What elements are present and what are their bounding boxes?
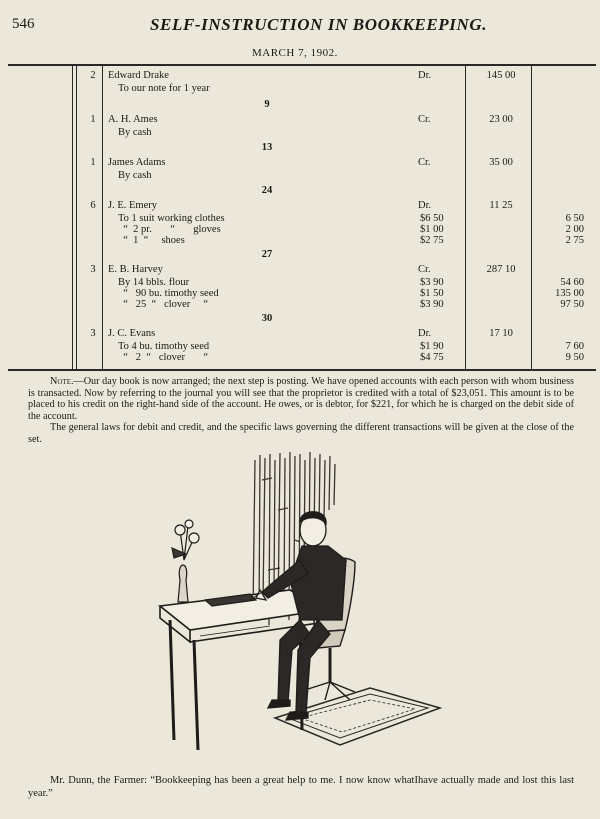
- entry-folio: 3: [90, 264, 96, 275]
- detail-subtotal: 2 75: [565, 235, 584, 246]
- detail-subtotal: 6 50: [565, 213, 584, 224]
- entry-folio: 2: [90, 70, 96, 81]
- journal-entry: [0, 200, 600, 254]
- detail-price: $4 75: [420, 352, 444, 363]
- running-head: SELF-INSTRUCTION IN BOOKKEEPING.: [150, 15, 488, 34]
- journal-date: MARCH 7, 1902.: [252, 47, 338, 59]
- detail-item: By cash: [118, 170, 152, 181]
- entry-amount: 35 00: [489, 157, 513, 168]
- entry-account: A. H. Ames: [108, 114, 158, 125]
- entry-amount: 17 10: [489, 328, 513, 339]
- detail-item: By cash: [118, 127, 152, 138]
- journal-top-rule: [8, 64, 596, 66]
- day-marker: 13: [261, 142, 273, 153]
- day-marker: 30: [261, 313, 273, 324]
- detail-price: $3 90: [420, 299, 444, 310]
- entry-folio: 3: [90, 328, 96, 339]
- entry-amount: 287 10: [486, 264, 516, 275]
- entry-account: E. B. Harvey: [108, 264, 163, 275]
- detail-item: “ 25 “ clover “: [118, 299, 209, 310]
- journal-entry: [0, 264, 600, 318]
- entry-amount: 23 00: [489, 114, 513, 125]
- detail-price: $2 75: [420, 235, 444, 246]
- entry-detail-line: [118, 352, 598, 365]
- day-marker: 9: [264, 99, 270, 110]
- posting-note: [28, 376, 574, 446]
- detail-subtotal: 7 60: [565, 341, 584, 352]
- note-paragraph: The general laws for debit and credit, and the specific laws governing the different transactions will be given at the close of the set.: [28, 422, 574, 445]
- entry-debit-credit: Dr.: [418, 70, 432, 81]
- note-text: —Our day book is now arranged; the next step is posting. We have opened accounts with each person with whom business is transacted. Now by referring to the journal you will see that the proprietor is credited with a total of $23,051. This amount is to be placed to his credit on the right-hand side of the account. He owes, or is debtor, for $221, for which he is charged on the debit side of the account.: [28, 376, 574, 422]
- detail-subtotal: 9 50: [565, 352, 584, 363]
- entry-account: James Adams: [108, 157, 166, 168]
- entry-account: Edward Drake: [108, 70, 169, 81]
- detail-item: “ 2 “ clover “: [118, 352, 209, 363]
- detail-subtotal: 135 00: [555, 288, 584, 299]
- entry-debit-credit: Dr.: [418, 200, 432, 211]
- detail-item: “ 1 “ shoes: [118, 235, 185, 246]
- entry-detail-line: [118, 235, 598, 248]
- desk-objects: [172, 520, 256, 606]
- entry-amount: 145 00: [486, 70, 516, 81]
- entry-folio: 1: [90, 114, 96, 125]
- journal-entry: [0, 328, 600, 370]
- detail-item: “ 90 bu. timothy seed: [118, 288, 219, 299]
- detail-price: $1 90: [420, 341, 444, 352]
- detail-item: To 4 bu. timothy seed: [118, 341, 210, 352]
- journal-entry: [0, 70, 600, 112]
- entry-detail-line: [118, 170, 598, 183]
- entry-debit-credit: Cr.: [418, 114, 431, 125]
- detail-item: By 14 bbls. flour: [118, 277, 190, 288]
- note-paragraph: [28, 376, 574, 422]
- entry-detail-line: [118, 299, 598, 312]
- entry-account: J. E. Emery: [108, 200, 157, 211]
- detail-subtotal: 2 00: [565, 224, 584, 235]
- entry-debit-credit: Cr.: [418, 157, 431, 168]
- illustration-caption: Mr. Dunn, the Farmer: “Bookkeeping has been a great help to me. I now know whatIhave actually made and lost this last year.”: [28, 775, 574, 799]
- journal-entry: [0, 157, 600, 199]
- entry-folio: 6: [90, 200, 96, 211]
- detail-price: $3 90: [420, 277, 444, 288]
- detail-price: $6 50: [420, 213, 444, 224]
- entry-detail-line: [118, 127, 598, 140]
- detail-price: $1 50: [420, 288, 444, 299]
- day-marker: 24: [261, 185, 273, 196]
- entry-account: J. C. Evans: [108, 328, 156, 339]
- entry-detail-line: [118, 83, 598, 96]
- page-number: 546: [12, 16, 35, 32]
- entry-folio: 1: [90, 157, 96, 168]
- detail-item: To 1 suit working clothes: [118, 213, 225, 224]
- detail-item: “ 2 pr. “ gloves: [118, 224, 221, 235]
- detail-subtotal: 54 60: [560, 277, 584, 288]
- note-label: Note.: [50, 376, 74, 387]
- entry-amount: 11 25: [489, 200, 513, 211]
- detail-item: To our note for 1 year: [118, 83, 210, 94]
- journal-entry: [0, 114, 600, 156]
- day-marker: 27: [261, 249, 273, 260]
- detail-subtotal: 97 50: [560, 299, 584, 310]
- entry-debit-credit: Dr.: [418, 328, 432, 339]
- detail-price: $1 00: [420, 224, 444, 235]
- entry-debit-credit: Cr.: [418, 264, 431, 275]
- farmer-at-desk-illustration: [150, 450, 450, 750]
